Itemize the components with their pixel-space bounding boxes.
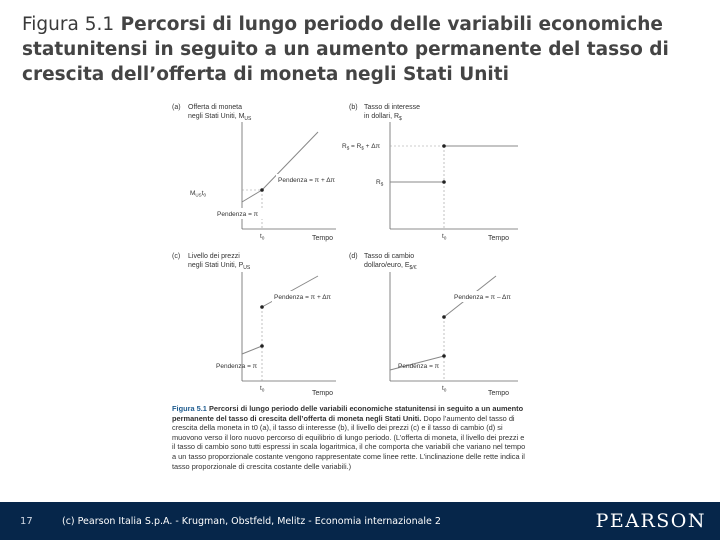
footer-bar (0, 502, 720, 540)
panel-d-point-new (442, 315, 446, 319)
caption-head: Figura 5.1 (172, 404, 207, 413)
panel-a-y-tick-main: M (190, 190, 196, 197)
panel-c (172, 253, 346, 397)
panel-a-line-old (242, 190, 262, 202)
panel-b (342, 104, 518, 242)
panel-a-point (260, 188, 264, 192)
panel-b-ylabel-1: Tasso di interesse (364, 104, 421, 111)
panel-b-tick-high: $R_{\$} = R_{\$} + \Delta\pi$ (342, 143, 381, 151)
panel-c-ylabel-2 (188, 262, 251, 271)
caption-body: Dopo l’aumento del tasso di crescita della moneta in t0 (a), il tasso di interesse (b), il livello dei prezzi (c) e il tasso di cambio (d) si muovono verso il loro nuovo percorso di equilibrio di lungo periodo. (L’offerta di moneta, il livello dei prezzi e il tasso di cambio sono tutti espressi in scala logaritmica, il che comporta che variabili che variano nel tempo a un tasso proporzionale costante vengono rappresentate come linee rette. L’inclinazione delle rette indica il tasso proporzionale di crescita costante delle variabili.) (172, 413, 526, 471)
panel-c-tag: (c) (172, 253, 181, 260)
panel-a-tag: (a) (172, 104, 181, 111)
figure-5-1 (168, 98, 530, 500)
panel-d-ylabel-2-sub: $/€ (409, 265, 417, 271)
panel-c-point-new (260, 305, 264, 309)
panel-b-tick-high-tail: + Δπ (363, 143, 381, 150)
panel-a-slope-low: Pendenza = π (217, 211, 259, 218)
panel-a-y-tick-tail: t (201, 190, 204, 197)
panel-b-ylabel-2-main: in dollari, R (364, 113, 400, 120)
panel-c-ylabel-2-main: negli Stati Uniti, P (188, 262, 244, 269)
panel-c-point-old (260, 344, 264, 348)
panel-a-y-tick: $M_{US}t_0$ (190, 190, 207, 198)
pearson-logo: PEARSON (595, 510, 706, 532)
panel-a-ylabel-2-sub: US (244, 116, 252, 122)
panel-b-ylabel-2 (364, 113, 402, 122)
panel-c-slope-low: Pendenza = π (216, 363, 258, 370)
figure-caption (172, 404, 528, 471)
title-text: Percorsi di lungo periodo delle variabili economiche statunitensi in seguito a un aumento permanente del tasso di crescita dell’offerta di moneta negli Stati Uniti (22, 14, 669, 85)
panel-c-line-old (242, 346, 262, 354)
panel-d-slope-low: Pendenza = π (398, 363, 440, 370)
panel-d-ylabel-2-main: dollaro/euro, E (364, 262, 410, 269)
panel-c-ylabel-2-sub: US (243, 265, 251, 271)
panel-d-x-tick: $t_0$ (442, 385, 447, 393)
panel-b-tick-high-mid: = R (349, 143, 362, 150)
panel-b-tick-low: $R_{\$}$ (376, 179, 384, 187)
panel-a-slope-high: Pendenza = π + Δπ (278, 177, 336, 184)
panel-d-x-tick-main: t (442, 385, 444, 392)
panel-b-point-new (442, 144, 446, 148)
panel-a-x-tick-main: t (260, 233, 262, 240)
panel-b-x-tick: $t_0$ (442, 233, 447, 241)
title-number: Figura 5.1 (22, 14, 115, 35)
panel-a-ylabel-1: Offerta di moneta (188, 104, 242, 111)
panel-b-x-label: Tempo (488, 235, 510, 242)
panel-a-ylabel-2-main: negli Stati Uniti, M (188, 113, 245, 120)
panel-c-ylabel-1: Livello dei prezzi (188, 253, 240, 260)
panel-b-x-tick-main: t (442, 233, 444, 240)
panel-c-x-tick-main: t (260, 385, 262, 392)
figure-panels (168, 98, 530, 398)
panel-d-ylabel-2 (364, 262, 417, 271)
panel-d-point-old (442, 354, 446, 358)
panel-a-x-label: Tempo (312, 235, 334, 242)
panel-c-x-tick: $t_0$ (260, 385, 265, 393)
panel-c-slope-high: Pendenza = π + Δπ (274, 294, 332, 301)
panel-d (349, 253, 524, 397)
panel-b-point-old (442, 180, 446, 184)
slide-title (22, 12, 712, 87)
panel-c-x-label: Tempo (312, 390, 334, 397)
page-number: 17 (20, 516, 33, 527)
panel-b-tag: (b) (349, 104, 358, 111)
panel-b-ylabel-2-sub: $ (399, 116, 402, 122)
panel-d-slope-high: Pendenza = π – Δπ (454, 294, 511, 301)
panel-d-x-label: Tempo (488, 390, 510, 397)
panel-d-tag: (d) (349, 253, 358, 260)
panel-a-x-tick: $t_0$ (260, 233, 265, 241)
panel-b-tick-high-main: R (342, 143, 347, 150)
panel-d-ylabel-1: Tasso di cambio (364, 253, 415, 260)
panel-b-tick-low-main: R (376, 179, 381, 186)
caption-title: Percorsi di lungo periodo delle variabili economiche statunitensi in seguito a un aumento permanente del tasso di crescita dell’offerta di moneta negli Stati Uniti. (172, 404, 524, 423)
panel-a-ylabel-2 (188, 113, 252, 122)
panel-a (172, 104, 350, 242)
panel-a-y-tick-sub: US (195, 192, 202, 198)
footer-credit: (c) Pearson Italia S.p.A. - Krugman, Obstfeld, Melitz - Economia internazionale 2 (62, 516, 441, 527)
